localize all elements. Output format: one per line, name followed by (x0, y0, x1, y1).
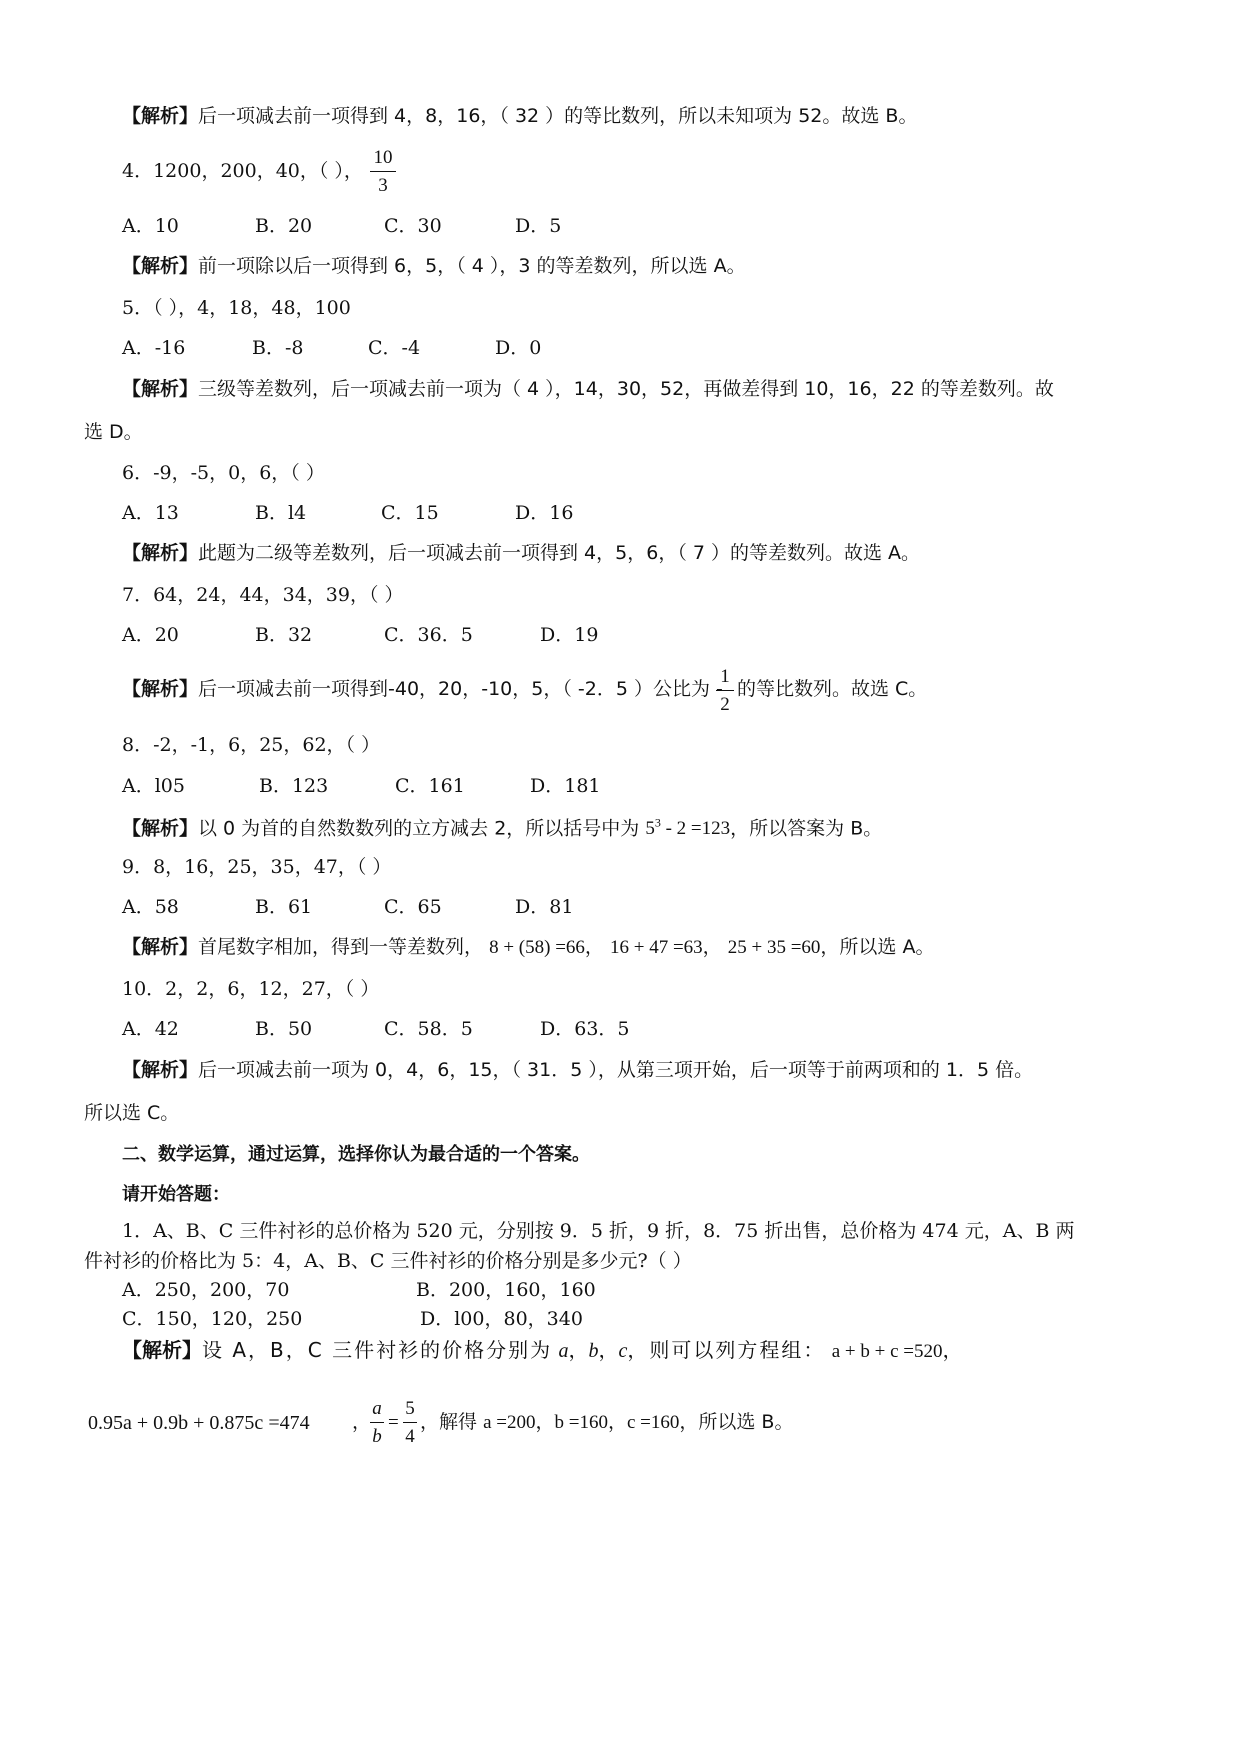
ratio-fraction-right (403, 1399, 417, 1446)
section-heading: 二、数学运算，通过运算，选择你认为最合适的一个答案。 (122, 1144, 590, 1165)
p2-q1-analysis: 【解析】设 A，B，C 三件衬衫的价格分别为 a，b，c，则可以列方程组： a + b + c =520， (122, 1338, 963, 1362)
separator: ， (584, 936, 604, 958)
q4-option-b: B．20 (255, 215, 313, 237)
equation-1: a + b + c =520 (831, 1341, 943, 1362)
q9-math-3: 25 + 35 =60 (727, 937, 821, 958)
q5-analysis (122, 380, 1054, 399)
p2-q1-option-a: A．250，200，70 (122, 1279, 290, 1301)
q5-option-d: D．0 (495, 337, 542, 359)
var-a: a (558, 1340, 569, 1362)
analysis-text: 此题为二级等差数列，后一项减去前一项得到 4，5，6，（ 7 ）的等差数列。故选 A。 (198, 542, 921, 564)
q10-option-a: A．42 (122, 1018, 179, 1040)
analysis-text: 前一项除以后一项得到 6，5，（ 4 ），3 的等差数列，所以选 A。 (198, 255, 746, 277)
q4-analysis (122, 257, 746, 276)
q6-option-d: D．16 (515, 502, 574, 524)
q9-stem: 9．8，16，25，35，47，（ ） (122, 856, 392, 878)
q5-analysis-cont: 选 D。 (84, 421, 143, 443)
frac-bar (370, 1422, 384, 1423)
frac-denominator: 2 (720, 694, 730, 715)
analysis-tag: 【解析】 (122, 255, 199, 277)
q7-option-b: B．32 (255, 624, 313, 646)
equation-2: 0.95a + 0.9b + 0.875c =474 (88, 1412, 310, 1434)
analysis-text: 后一项减去前一项得到-40，20，-10，5，（ -2．5 ）公比为 - (198, 678, 723, 700)
q6-option-a: A．13 (122, 502, 179, 524)
q7-option-d: D．19 (540, 624, 599, 646)
q10-option-c: C．58．5 (384, 1018, 473, 1040)
q5-stem: 5．（ ），4，18，48，100 (122, 297, 351, 319)
q9-math-1: 8 + (58) =66 (489, 937, 585, 958)
ratio-fraction-left (370, 1399, 384, 1446)
var-b: b (588, 1340, 599, 1362)
analysis-tag: 【解析】 (122, 817, 199, 840)
q5-option-c: C．-4 (368, 337, 421, 359)
q7-fraction (716, 667, 734, 714)
q9-analysis (122, 938, 934, 957)
analysis-tail: ，所以选 B。 (679, 1411, 794, 1433)
solution-c: c =160 (626, 1412, 680, 1433)
analysis-text: 设 A，B，C 三件衬衫的价格分别为 (202, 1338, 553, 1362)
q6-option-b: B．l4 (255, 502, 307, 524)
q10-option-b: B．50 (255, 1018, 313, 1040)
analysis-tag: 【解析】 (122, 678, 199, 700)
frac-bar (716, 690, 734, 691)
analysis-tag: 【解析】 (122, 378, 199, 400)
q8-option-c: C．161 (395, 775, 465, 797)
frac-numerator: 10 (373, 147, 393, 168)
section-prompt: 请开始答题： (122, 1184, 230, 1205)
q8-option-b: B．123 (259, 775, 329, 797)
analysis-tag: 【解析】 (122, 936, 199, 958)
q4-fraction (370, 148, 396, 195)
separator: ， (702, 936, 722, 958)
separator: ， (352, 1411, 372, 1433)
frac-numerator: a (372, 1398, 382, 1419)
equals-sign: = (388, 1412, 399, 1433)
q8-option-d: D．181 (530, 775, 601, 797)
analysis-text-c: ，解得 (420, 1411, 478, 1433)
q9-option-d: D．81 (515, 896, 574, 918)
q7-option-a: A．20 (122, 624, 179, 646)
frac-bar (370, 171, 396, 172)
q4-stem: 4．1200，200，40，（ ）， (122, 160, 363, 182)
q9-option-a: A．58 (122, 896, 179, 918)
q6-option-c: C．15 (381, 502, 439, 524)
q5-option-b: B．-8 (252, 337, 304, 359)
analysis-text: 首尾数字相加，得到一等差数列， (198, 936, 484, 958)
analysis-text: 三级等差数列，后一项减去前一项为（ 4 ），14，30，52，再做差得到 10，16，22 的等差数列。故 (198, 378, 1054, 400)
q8-option-a: A．l05 (122, 775, 185, 797)
q8-analysis (122, 817, 882, 838)
q10-stem: 10．2，2，6，12，27，（ ） (122, 978, 380, 1000)
analysis-tag: 【解析】 (122, 105, 199, 127)
analysis-text: 以 0 为首的自然数数列的立方减去 2，所以括号中为 (198, 817, 640, 840)
frac-denominator: b (372, 1426, 382, 1447)
q8-math (645, 818, 730, 839)
analysis-text: 后一项减去前一项为 0，4，6，15，（ 31．5 ），从第三项开始，后一项等于前两项和的 1．5 倍。 (198, 1059, 1034, 1081)
p2-q1-option-c: C．150，120，250 (122, 1308, 303, 1330)
p2-q1-option-b: B．200，160，160 (416, 1279, 596, 1301)
q6-stem: 6．-9，-5，0，6，（ ） (122, 462, 325, 484)
q10-analysis-cont: 所以选 C。 (84, 1102, 180, 1124)
p2-q1-stem: 1．A、B、C 三件衬衫的总价格为 520 元，分别按 9．5 折，9 折，8．75 折出售，总价格为 474 元，A、B 两 (122, 1220, 1075, 1242)
math-base: 5 (645, 818, 655, 840)
q9-math-2: 16 + 47 =63 (609, 937, 703, 958)
p2-q1-option-d: D．l00，80，340 (420, 1308, 583, 1330)
q3-analysis (122, 107, 917, 126)
analysis-text: 后一项减去前一项得到 4，8，16，（ 32 ）的等比数列，所以未知项为 52。故选 B。 (198, 105, 918, 127)
q7-analysis-tail: 的等比数列。故选 C。 (737, 678, 928, 700)
q6-analysis (122, 544, 920, 563)
q9-option-c: C．65 (384, 896, 442, 918)
q4-option-a: A．10 (122, 215, 179, 237)
solution-a: a =200 (483, 1412, 536, 1433)
q4-option-c: C．30 (384, 215, 442, 237)
frac-numerator: 5 (405, 1398, 415, 1419)
analysis-text-b: ，则可以列方程组： (627, 1338, 826, 1362)
q10-option-d: D．63．5 (540, 1018, 630, 1040)
frac-bar (403, 1422, 417, 1423)
frac-denominator: 3 (378, 175, 388, 196)
q8-stem: 8．-2，-1，6，25，62，（ ） (122, 734, 381, 756)
frac-numerator: 1 (720, 666, 730, 687)
frac-denominator: 4 (405, 1426, 415, 1447)
p2-q1-solution: ，解得 a =200，b =160，c =160，所以选 B。 (420, 1411, 794, 1433)
math-exponent: 3 (654, 816, 661, 830)
math-rest: - 2 =123 (660, 818, 731, 840)
analysis-tag: 【解析】 (122, 1338, 202, 1362)
var-c: c (618, 1340, 628, 1362)
analysis-tail: ，所以选 A。 (820, 936, 935, 958)
p2-q1-stem-cont: 件衬衫的价格比为 5：4，A、B、C 三件衬衫的价格分别是多少元?（ ） (84, 1250, 692, 1272)
analysis-tail: ，所以答案为 B。 (730, 817, 883, 840)
q7-stem: 7．64，24，44，34，39，（ ） (122, 584, 404, 606)
q7-option-c: C．36．5 (384, 624, 473, 646)
q5-option-a: A．-16 (122, 337, 186, 359)
q9-option-b: B．61 (255, 896, 313, 918)
analysis-tag: 【解析】 (122, 542, 199, 564)
q7-analysis (122, 680, 723, 699)
solution-b: b =160 (554, 1412, 608, 1433)
q10-analysis (122, 1061, 1033, 1080)
analysis-tag: 【解析】 (122, 1059, 199, 1081)
q4-option-d: D．5 (515, 215, 562, 237)
